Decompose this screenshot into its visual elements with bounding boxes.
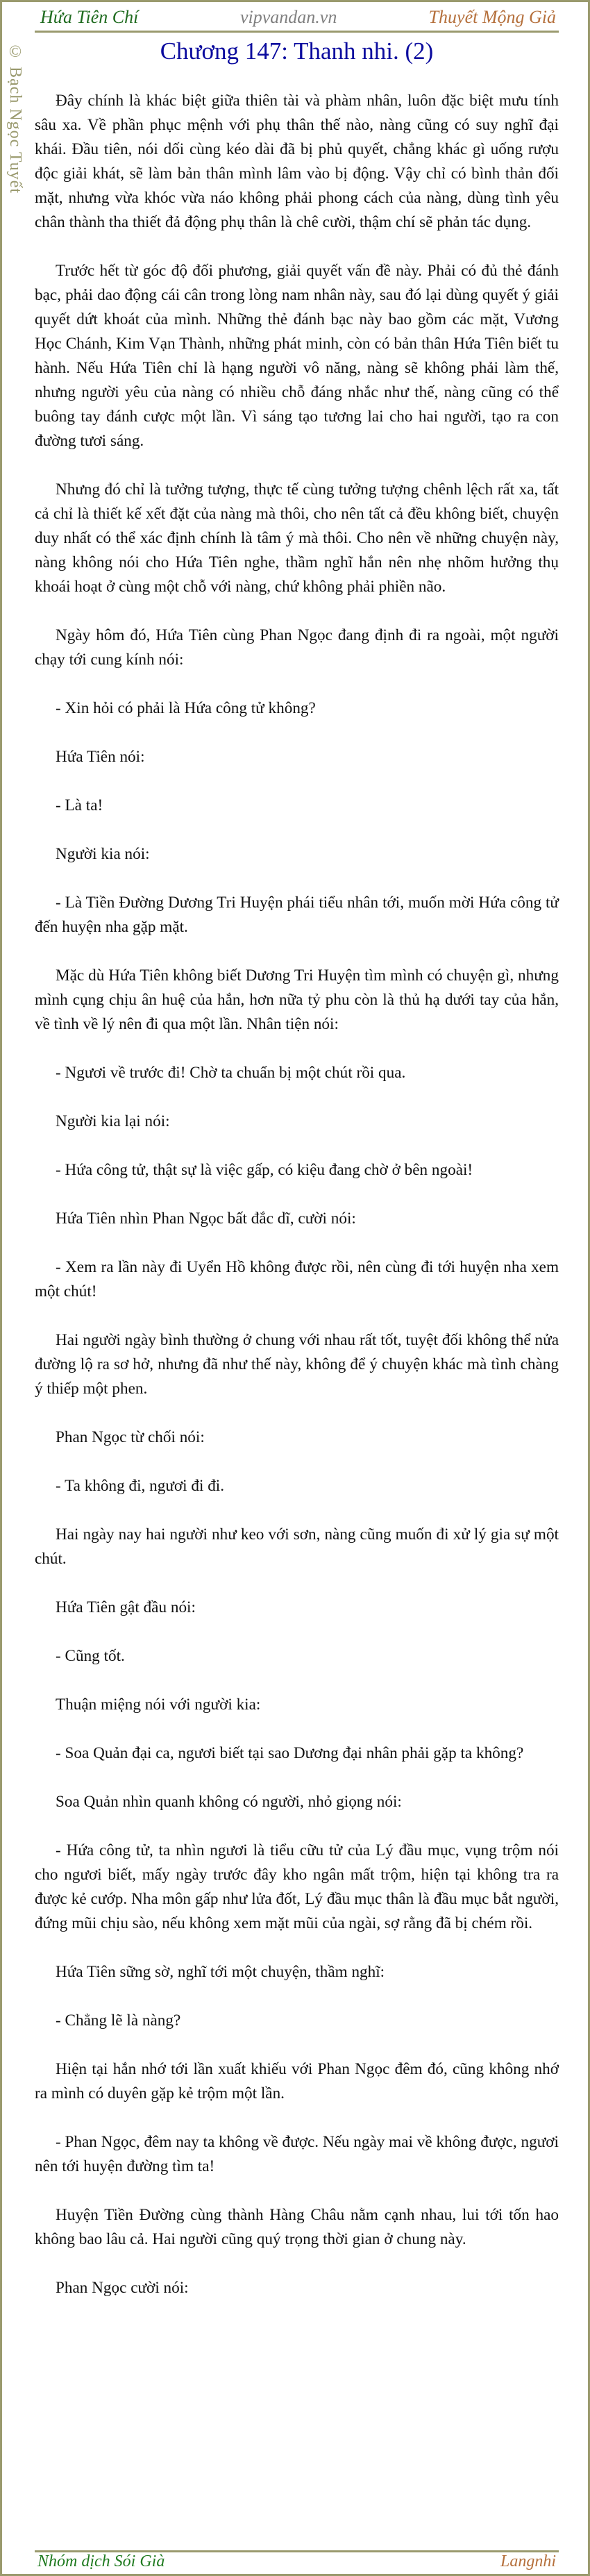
book-title: Hứa Tiên Chí <box>40 7 139 27</box>
page-footer <box>35 2552 559 2575</box>
paragraph: Ngày hôm đó, Hứa Tiên cùng Phan Ngọc đang định đi ra ngoài, một người chạy tới cung kính nói: <box>35 626 559 669</box>
paragraph: - Cũng tốt. <box>56 1647 125 1665</box>
paragraph: - Là Tiền Đường Dương Tri Huyện phái tiểu nhân tới, muốn mời Hứa công tử đến huyện nha gặp mặt. <box>35 894 559 936</box>
paragraph: Thuận miệng nói với người kia: <box>56 1696 261 1714</box>
site-name: vipvandan.vn <box>240 7 337 27</box>
paragraph: - Xin hỏi có phải là Hứa công tử không? <box>56 699 316 717</box>
chapter-body <box>35 89 559 2325</box>
paragraph: Hứa Tiên nhìn Phan Ngọc bất đắc dĩ, cười nói: <box>56 1210 356 1228</box>
page-header <box>35 4 559 31</box>
paragraph: - Ta không đi, ngươi đi đi. <box>56 1477 225 1495</box>
paragraph: - Là ta! <box>56 796 103 814</box>
copyright-watermark: © Bạch Ngọc Tuyết <box>6 43 24 194</box>
paragraph: - Soa Quản đại ca, ngươi biết tại sao Dương đại nhân phải gặp ta không? <box>56 1744 524 1762</box>
paragraph: Trước hết từ góc độ đối phương, giải quyết vấn đề này. Phải có đủ thẻ đánh bạc, phải dao động cái cân trong lòng nam nhân này, sau đó lại dùng quyết ý giải quyết dứt khoát của mình. Những thẻ đánh bạc này bao gồm các mặt, Vương Học Chánh, Kim Vạn Thành, những phát minh, còn có bản thân Hứa Tiên biết tu hành. Nếu Hứa Tiên chỉ là hạng người vô năng, nàng sẽ không phải làm thế, nhưng người yêu của nàng có nhiều chỗ đáng nhắc như thế, nàng cũng có thể buông tay đánh cược một lần. Vì sáng tạo tương lai cho hai người, tạo ra con đường tươi sáng. <box>35 262 559 450</box>
paragraph: - Ngươi về trước đi! Chờ ta chuẩn bị một chút rồi qua. <box>56 1064 406 1082</box>
paragraph: Hiện tại hắn nhớ tới lần xuất khiếu với Phan Ngọc đêm đó, cũng không nhớ ra mình có duyên gặp kẻ trộm một lần. <box>35 2060 559 2102</box>
paragraph: - Hứa công tử, thật sự là việc gấp, có kiệu đang chờ ở bên ngoài! <box>56 1161 473 1179</box>
paragraph: Huyện Tiền Đường cùng thành Hàng Châu nằm cạnh nhau, lui tới tốn hao không bao lâu cả. Hai người cũng quý trọng thời gian ở chung này. <box>35 2206 559 2248</box>
paragraph: - Phan Ngọc, đêm nay ta không về được. Nếu ngày mai về không được, ngươi nên tới huyện đường tìm ta! <box>35 2133 559 2175</box>
paragraph: - Chẳng lẽ là nàng? <box>56 2012 181 2030</box>
paragraph: Soa Quản nhìn quanh không có người, nhỏ giọng nói: <box>56 1793 402 1811</box>
author-name: Thuyết Mộng Giả <box>428 7 556 27</box>
paragraph: Hứa Tiên nói: <box>56 748 145 766</box>
paragraph: Hứa Tiên sững sờ, nghĩ tới một chuyện, thầm nghĩ: <box>56 1963 385 1981</box>
paragraph: - Hứa công tử, ta nhìn ngươi là tiểu cữu tử của Lý đầu mục, vụng trộm nói cho ngươi biết, mấy ngày trước đây kho ngân mất trộm, hiện tại không tra ra được kẻ cướp. Nha môn gấp như lửa đốt, Lý đầu mục thân là đầu mục bắt người, đứng mũi chịu sào, nếu không xem mặt mũi của ngài, sợ rằng đã bị chém rồi. <box>35 1841 559 1932</box>
paragraph: Hứa Tiên gật đầu nói: <box>56 1598 196 1616</box>
translator-name: Langnhi <box>500 2552 556 2570</box>
paragraph: Nhưng đó chỉ là tưởng tượng, thực tế cùng tưởng tượng chênh lệch rất xa, tất cả chỉ là thiết kế xết đặt của nàng mà thôi, cho nên tất cả đều không biết, chuyện duy nhất có thể xác định chính là tâm ý mà thôi. Cho nên về những chuyện này, nàng không nói cho Hứa Tiên nghe, thầm nghĩ hắn nên nhẹ nhõm hưởng thụ khoái hoạt ở cùng một chỗ với nàng, chứ không phải phiền não. <box>35 480 559 596</box>
chapter-title: Chương 147: Thanh nhi. (2) <box>160 37 434 65</box>
paragraph: Phan Ngọc cười nói: <box>56 2279 189 2297</box>
paragraph: Người kia nói: <box>56 845 150 863</box>
paragraph: Hai người ngày bình thường ở chung với nhau rất tốt, tuyệt đối không thể nửa đường lộ ra sơ hở, nhưng đã như thế này, không để ý chuyện khác mà tình chàng ý thiếp một phen. <box>35 1331 559 1398</box>
paragraph: - Xem ra lần này đi Uyển Hồ không được rồi, nên cùng đi tới huyện nha xem một chút! <box>35 1258 559 1300</box>
paragraph: Phan Ngọc từ chối nói: <box>56 1428 205 1446</box>
paragraph: Người kia lại nói: <box>56 1112 170 1130</box>
paragraph: Đây chính là khác biệt giữa thiên tài và phàm nhân, luôn đặc biệt mưu tính sâu xa. Về phần phục mệnh với phụ thân thế nào, nàng cũng có suy nghĩ đại khái. Đầu tiên, nói dối cùng kéo dài đã bị phủ quyết, chẳng khác gì uống rượu độc giải khát, sẽ làm bản thân mình lâm vào bị động. Vậy chỉ có bình thản đối mặt, nhưng vừa khóc vừa náo không phải phong cách của nàng, dùng tình yêu chân thành tha thiết đả động phụ thân là chê cười, thậm chí sẽ phản tác dụng. <box>35 92 559 231</box>
translator-group: Nhóm dịch Sói Già <box>37 2552 165 2570</box>
header-divider <box>35 31 559 33</box>
paragraph: Hai ngày nay hai người như keo với sơn, nàng cũng muốn đi xử lý gia sự một chút. <box>35 1525 559 1568</box>
paragraph: Mặc dù Hứa Tiên không biết Dương Tri Huyện tìm mình có chuyện gì, nhưng mình cụng chịu ân huệ của hắn, hơn nữa tỷ phu còn là thủ hạ dưới tay của hắn, về tình về lý nên đi qua một lần. Nhân tiện nói: <box>35 967 559 1033</box>
